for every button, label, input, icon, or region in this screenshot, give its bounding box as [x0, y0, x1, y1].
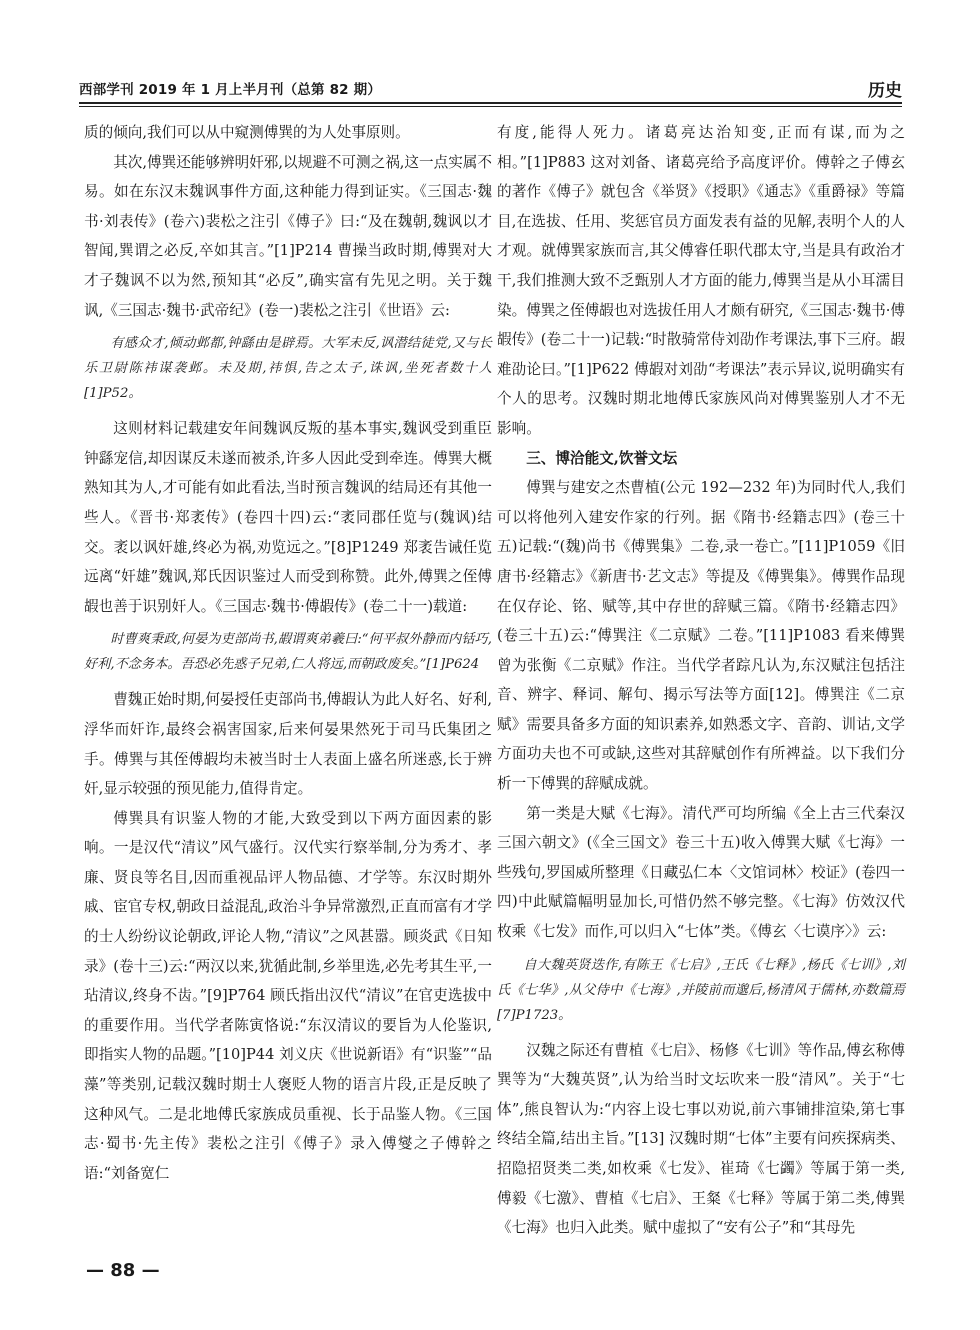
page-number: — 88 —: [86, 1260, 160, 1281]
paragraph: 第一类是大赋《七海》。清代严可均所编《全上古三代秦汉三国六朝文》(《全三国文》卷三十五)收入傅巽大赋《七海》一些残句,罗国威所整理《日藏弘仁本〈文馆词林〉校证》(卷四一四)中此赋篇幅明显加长,可惜仍然不够完整。《七海》仿效汉代枚乘《七发》而作,可以归入“七体”类。《傅玄〈七谟序〉》云:: [497, 804, 905, 941]
section-label: 历史: [868, 81, 902, 101]
left-column: [84, 118, 492, 1188]
block-quote: 有感众才,倾动邺都,钟繇由是辟焉。大军未反,讽潜结徒党,又与长乐卫尉陈祎谋袭邺。未及期,祎惧,告之太子,诛讽,坐死者数十人[1]P52。: [84, 336, 492, 402]
right-column: [497, 118, 905, 1243]
header-rule-thick: [79, 102, 902, 104]
paragraph: 有度,能得人死力。诸葛亮达治知变,正而有谋,而为之相。”[1]P883 这对刘备、诸葛亮给予高度评价。傅幹之子傅玄的著作《傅子》就包含《举贤》《授职》《通志》《重爵禄》等篇目,在选拔、任用、奖惩官员方面发表有益的见解,表明个人的人才观。就傅巽家族而言,其父傅睿任职代郡太守,当是具有政治才干,我们推测大致不乏甄别人才方面的能力,傅巽当是从小耳濡目染。傅巽之侄傅嘏也对选拔任用人才颇有研究,《三国志·魏书·傅嘏传》(卷二十一)记载:“时散骑常侍刘劭作考课法,事下三府。嘏难劭论曰。”[1]P622 傅嘏对刘劭“考课法”表示异议,说明确实有个人的思考。汉魏时期北地傅氏家族风尚对傅巽鉴别人才不无影响。: [497, 124, 905, 437]
block-quote: 时曹爽秉政,何晏为吏部尚书,嘏谓爽弟羲曰:“何平叔外静而内铦巧,好利,不念务本。吾恐必先惑子兄弟,仁人将远,而朝政废矣。”[1]P624: [84, 632, 492, 673]
journal-title: 西部学刊 2019 年 1 月上半月刊（总第 82 期）: [79, 82, 382, 98]
section-heading: 三、博洽能文,饮誉文坛: [526, 449, 678, 467]
paragraph: 质的倾向,我们可以从中窥测傅巽的为人处事原则。: [84, 124, 410, 141]
paragraph: 曹魏正始时期,何晏授任吏部尚书,傅嘏认为此人好名、好利,浮华而奸诈,最终会祸害国家,后来何晏果然死于司马氏集团之手。傅巽与其侄傅嘏均未被当时士人表面上盛名所迷惑,长于辨奸,显示较强的预见能力,值得肯定。: [84, 691, 492, 798]
paragraph: 这则材料记载建安年间魏讽反叛的基本事实,魏讽受到重臣钟繇宠信,却因谋反未遂而被杀,许多人因此受到牵连。傅巽大概熟知其为人,才可能有如此看法,当时预言魏讽的结局还有其他一些人。《晋书·郑袤传》(卷四十四)云:“袤同郡任览与(魏讽)结交。袤以讽奸雄,终必为祸,劝览远之。”[8]P1249 郑袤告诫任览远离“奸雄”魏讽,郑氏因识鉴过人而受到称赞。此外,傅巽之侄傅嘏也善于识别奸人。《三国志·魏书·傅嘏传》(卷二十一)载道:: [84, 420, 492, 615]
page-header: [79, 76, 902, 102]
block-quote: 自大魏英贤迭作,有陈王《七启》,王氏《七释》,杨氏《七训》,刘氏《七华》,从父侍中《七海》,并陵前而邈后,杨清风于儒林,亦数篇焉[7]P1723。: [497, 957, 905, 1023]
paragraph: 傅巽与建安之杰曹植(公元 192—232 年)为同时代人,我们可以将他列入建安作家的行列。据《隋书·经籍志四》(卷三十五)记载:“(魏)尚书《傅巽集》二卷,录一卷亡。”[11]P1059《旧唐书·经籍志》《新唐书·艺文志》等提及《傅巽集》。傅巽作品现在仅存论、铭、赋等,其中存世的辞赋三篇。《隋书·经籍志四》(卷三十五)云:“傅巽注《二京赋》二卷。”[11]P1083 看来傅巽曾为张衡《二京赋》作注。当代学者踪凡认为,东汉赋注包括注音、辨字、释词、解句、揭示写法等方面[12]。傅巽注《二京赋》需要具备多方面的知识素养,如熟悉文字、音韵、训诂,文学方面功夫也不可或缺,这些对其辞赋创作有所裨益。以下我们分析一下傅巽的辞赋成就。: [497, 479, 905, 793]
paragraph: 其次,傅巽还能够辨明奸邪,以规避不可测之祸,这一点实属不易。如在东汉末魏讽事件方面,这种能力得到证实。《三国志·魏书·刘表传》(卷六)裴松之注引《傅子》曰:“及在魏朝,魏讽以才智闻,巽谓之必反,卒如其言。”[1]P214 曹操当政时期,傅巽对大才子魏讽不以为然,预知其“必反”,确实富有先见之明。关于魏讽,《三国志·魏书·武帝纪》(卷一)裴松之注引《世语》云:: [84, 153, 492, 319]
header-rule-thin: [79, 106, 902, 107]
paragraph: 汉魏之际还有曹植《七启》、杨修《七训》等作品,傅玄称傅巽等为“大魏英贤”,认为给当时文坛吹来一股“清风”。关于“七体”,熊良智认为:“内容上设七事以劝说,前六事铺排渲染,第七事终结全篇,结出主旨。”[13] 汉魏时期“七体”主要有问疾探病类、招隐招贤类二类,如枚乘《七发》、崔琦《七蠲》等属于第一类,傅毅《七激》、曹植《七启》、王粲《七释》等属于第二类,傅巽《七海》也归入此类。赋中虚拟了“安有公子”和“其母先: [497, 1041, 905, 1237]
paragraph: 傅巽具有识鉴人物的才能,大致受到以下两方面因素的影响。一是汉代“清议”风气盛行。汉代实行察举制,分为秀才、孝廉、贤良等名目,因而重视品评人物品德、才学等。东汉时期外戚、宦官专权,朝政日益混乱,政治斗争异常激烈,正直而富有才学的士人纷纷议论朝政,评论人物,“清议”之风甚嚣。顾炎武《日知录》(卷十三)云:“两汉以来,犹循此制,乡举里选,必先考其生平,一玷清议,终身不齿。”[9]P764 顾氏指出汉代“清议”在官吏选拔中的重要作用。当代学者陈寅恪说:“东汉清议的要旨为人伦鉴识,即指实人物的品题。”[10]P44 刘义庆《世说新语》有“识鉴”“品藻”等类别,记载汉魏时期士人褒贬人物的语言片段,正是反映了这种风气。二是北地傅氏家族成员重视、长于品鉴人物。《三国志·蜀书·先主传》裴松之注引《傅子》录入傅燮之子傅幹之语:“刘备宽仁: [84, 809, 492, 1182]
